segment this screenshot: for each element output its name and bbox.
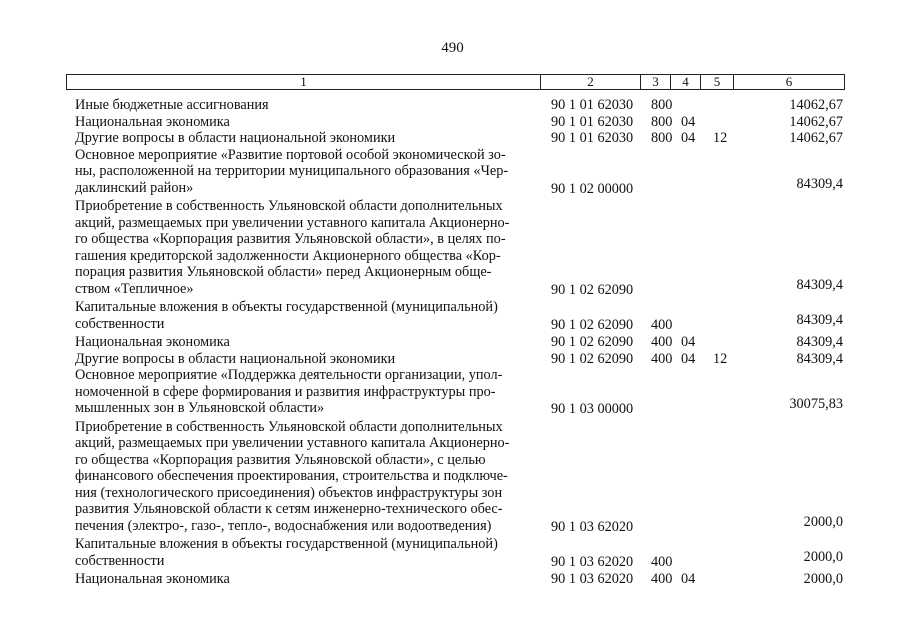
row-amount: 2000,0 xyxy=(803,513,843,530)
row-amount: 84309,4 xyxy=(796,311,843,328)
description-line: номоченной в сфере формирования и развития инфраструктуры про- xyxy=(75,383,496,400)
row-amount: 14062,67 xyxy=(789,113,843,130)
row-amount: 14062,67 xyxy=(789,130,843,146)
row-col-4: 04 xyxy=(681,571,696,587)
row-description xyxy=(75,114,540,131)
description-line: порация развития Ульяновской области» перед Акционерным обще- xyxy=(75,264,492,280)
row-col-3: 400 xyxy=(651,316,673,333)
description-line: Иные бюджетные ассигнования xyxy=(75,97,269,113)
row-col-3: 400 xyxy=(651,571,673,587)
description-line: Другие вопросы в области национальной экономики xyxy=(75,350,396,367)
description-line: даклинский район» xyxy=(75,179,194,196)
row-col-5: 12 xyxy=(713,130,728,146)
row-col-5: 12 xyxy=(713,350,728,367)
row-code: 90 1 02 62090 xyxy=(551,334,634,350)
row-code: 90 1 01 62030 xyxy=(551,113,634,130)
row-amount: 84309,4 xyxy=(796,276,843,293)
row-code: 90 1 03 62020 xyxy=(551,553,634,570)
header-col-5: 5 xyxy=(701,74,734,90)
row-col-4: 04 xyxy=(681,130,696,146)
row-description xyxy=(75,147,540,197)
row-amount: 84309,4 xyxy=(796,350,843,367)
row-description xyxy=(75,334,540,351)
header-col-4: 4 xyxy=(671,74,701,90)
row-code: 90 1 03 62020 xyxy=(551,571,634,587)
row-code: 90 1 01 62030 xyxy=(551,130,634,146)
row-col-3: 400 xyxy=(651,553,673,570)
row-description xyxy=(75,198,540,297)
row-col-4: 04 xyxy=(681,113,696,130)
description-line: гашения кредиторской задолженности Акционерного общества «Кор- xyxy=(75,247,501,264)
description-line: го общества «Корпорация развития Ульяновской области», с целью xyxy=(75,451,486,468)
header-col-2: 2 xyxy=(541,74,641,90)
description-line: Капитальные вложения в объекты государственной (муниципальной) xyxy=(75,299,498,315)
page-number: 490 xyxy=(441,40,464,56)
description-line: финансового обеспечения проектирования, строительства и подключе- xyxy=(75,468,508,484)
row-amount: 84309,4 xyxy=(796,175,843,192)
description-line: собственности xyxy=(75,552,165,569)
description-line: ния (технологического присоединения) объектов инфраструктуры зон xyxy=(75,484,503,501)
row-col-3: 400 xyxy=(651,350,673,367)
description-line: акций, размещаемых при увеличении уставного капитала Акционерно- xyxy=(75,214,510,231)
row-col-3: 800 xyxy=(651,130,673,146)
description-line: Приобретение в собственность Ульяновской области дополнительных xyxy=(75,418,503,435)
row-amount: 14062,67 xyxy=(789,97,843,113)
description-line: ством «Тепличное» xyxy=(75,280,194,297)
description-line: акций, размещаемых при увеличении уставного капитала Акционерно- xyxy=(75,435,510,451)
row-description xyxy=(75,299,540,332)
description-line: Основное мероприятие «Развитие портовой особой экономической зо- xyxy=(75,146,506,163)
row-code: 90 1 03 00000 xyxy=(551,401,634,417)
row-description xyxy=(75,536,540,569)
description-line: Другие вопросы в области национальной экономики xyxy=(75,130,396,146)
row-description xyxy=(75,97,540,114)
header-col-3: 3 xyxy=(641,74,671,90)
description-line: Приобретение в собственность Ульяновской области дополнительных xyxy=(75,198,503,214)
header-col-6: 6 xyxy=(734,74,845,90)
row-amount: 2000,0 xyxy=(803,571,843,587)
description-line: ны, расположенной на территории муниципального образования «Чер- xyxy=(75,163,509,179)
row-amount: 30075,83 xyxy=(789,396,843,412)
row-description xyxy=(75,351,540,368)
row-code: 90 1 02 00000 xyxy=(551,180,634,197)
description-line: Капитальные вложения в объекты государственной (муниципальной) xyxy=(75,536,498,552)
description-line: Национальная экономика xyxy=(75,113,230,130)
description-line: собственности xyxy=(75,315,165,332)
row-col-4: 04 xyxy=(681,334,696,350)
row-description xyxy=(75,130,540,147)
header-col-1: 1 xyxy=(66,74,541,90)
row-col-3: 800 xyxy=(651,113,673,130)
row-code: 90 1 03 62020 xyxy=(551,518,634,535)
row-code: 90 1 02 62090 xyxy=(551,350,634,367)
row-code: 90 1 02 62090 xyxy=(551,281,634,298)
row-code: 90 1 02 62090 xyxy=(551,316,634,333)
row-description xyxy=(75,419,540,535)
row-col-4: 04 xyxy=(681,350,696,367)
description-line: Основное мероприятие «Поддержка деятельности организации, упол- xyxy=(75,367,503,383)
description-line: печения (электро-, газо-, тепло-, водоснабжения или водоотведения) xyxy=(75,517,492,534)
description-line: го общества «Корпорация развития Ульяновской области», в целях по- xyxy=(75,231,506,247)
description-line: Национальная экономика xyxy=(75,571,230,587)
description-line: Национальная экономика xyxy=(75,334,230,350)
row-col-3: 400 xyxy=(651,334,673,350)
description-line: развития Ульяновской области к сетям инженерно-технического обес- xyxy=(75,501,503,517)
row-amount: 84309,4 xyxy=(796,334,843,350)
row-col-3: 800 xyxy=(651,97,673,113)
row-description xyxy=(75,571,540,588)
row-amount: 2000,0 xyxy=(803,548,843,565)
row-description xyxy=(75,367,540,417)
description-line: мышленных зон в Ульяновской области» xyxy=(75,400,325,416)
row-code: 90 1 01 62030 xyxy=(551,97,634,113)
